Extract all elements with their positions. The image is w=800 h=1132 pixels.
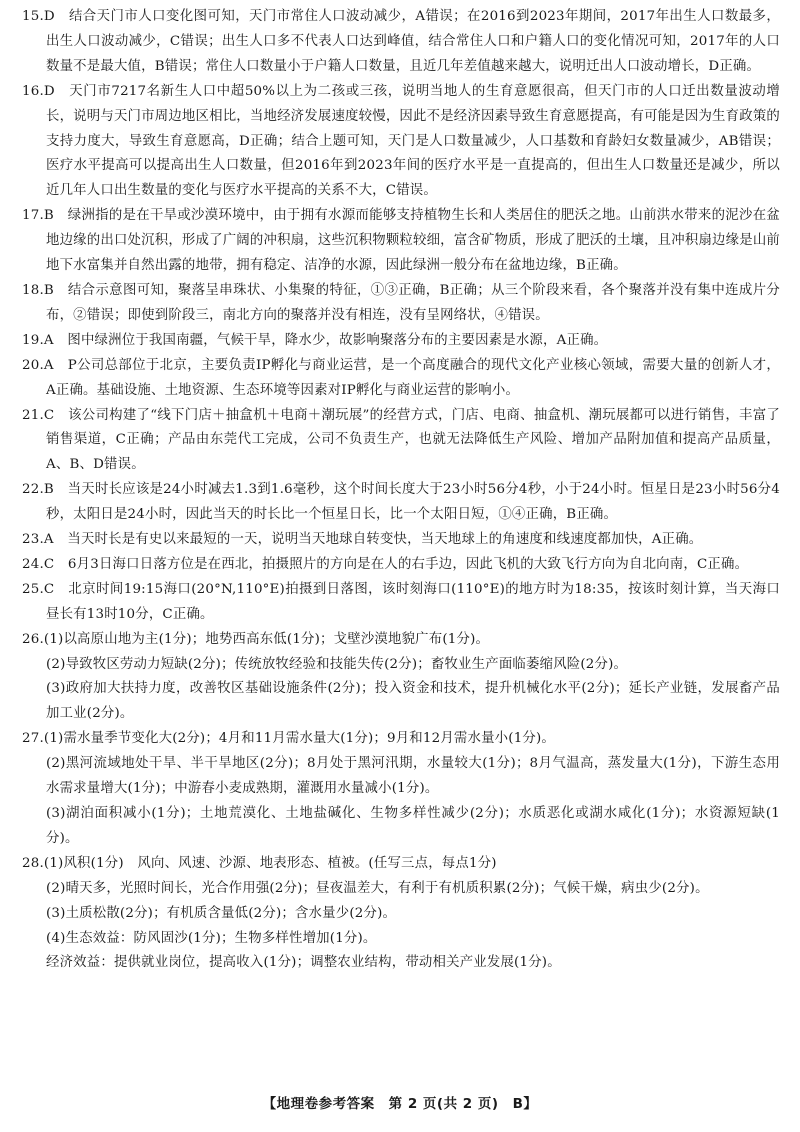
answer-item	[22, 279, 780, 329]
answer-text: 18.B 结合示意图可知，聚落呈串珠状、小集聚的特征，①③正确，B正确；从三个阶段来看，各个聚落并没有集中连成片分布，②错误；即使到阶段三，南北方向的聚落并没有相连，没有呈网络状，④错误。	[22, 282, 780, 323]
answer-item	[22, 404, 780, 479]
answer-subpart: (3)政府加大扶持力度，改善牧区基础设施条件(2分)；投入资金和技术，提升机械化水平(2分)；延长产业链，发展畜产品加工业(2分)。	[46, 681, 780, 722]
answer-text: 15.D 结合天门市人口变化图可知，天门市常住人口波动减少，A错误；在2016到2023年期间，2017年出生人口数最多，出生人口波动减少，C错误；出生人口多不代表人口达到峰值，结合常住人口和户籍人口的变化情况可知，2017年的人口数量不是最大值，B错误；常住人口数量小于户籍人口数量，且近几年差值越来越大，说明迁出人口波动增长，D正确。	[22, 9, 780, 74]
answer-text: 24.C 6月3日海口日落方位是在西北，拍摄照片的方向是在人的右手边，因此飞机的大致飞行方向为自北向南，C正确。	[22, 556, 749, 572]
answer-item	[22, 80, 780, 205]
answer-text: 17.B 绿洲指的是在干旱或沙漠环境中，由于拥有水源而能够支持植物生长和人类居住的肥沃之地。山前洪水带来的泥沙在盆地边缘的出口处沉积，形成了广阔的冲积扇，这些沉积物颗粒较细，富含矿物质，形成了肥沃的土壤，且冲积扇边缘是山前地下水富集并自然出露的地带，拥有稳定、洁净的水源，因此绿洲一般分布在盆地边缘，B正确。	[22, 208, 780, 274]
page-footer: 【地理卷参考答案 第 2 页(共 2 页) B】	[262, 1096, 538, 1112]
answer-text: 27.(1)需水量季节变化大(2分)；4月和11月需水量大(1分)；9月和12月需水量小(1分)。	[22, 731, 556, 747]
answer-item	[22, 727, 780, 852]
answer-item	[22, 329, 780, 354]
answer-item	[22, 354, 780, 404]
answer-subpart: (2)导致牧区劳动力短缺(2分)；传统放牧经验和技能失传(2分)；畜牧业生产面临萎缩风险(2分)。	[46, 656, 628, 672]
answer-text: 21.C 该公司构建了“线下门店＋抽盒机＋电商＋潮玩展”的经营方式，门店、电商、抽盒机、潮玩展都可以进行销售，丰富了销售渠道，C正确；产品由东莞代工完成，公司不负责生产，也就无法降低生产风险、增加产品附加值和提高产品质量，A、B、D错误。	[22, 407, 780, 473]
answer-text: 28.(1)风积(1分) 风向、风速、沙源、地表形态、植被。(任写三点，每点1分)	[22, 855, 497, 871]
answer-item	[22, 478, 780, 528]
answer-text: 22.B 当天时长应该是24小时减去1.3到1.6毫秒，这个时间长度大于23小时56分4秒，小于24小时。恒星日是23小时56分4秒，太阳日是24小时，因此当天的时长比一个恒星日长，比一个太阳日短，①④正确，B正确。	[22, 482, 780, 523]
answer-text: 20.A P公司总部位于北京，主要负责IP孵化与商业运营，是一个高度融合的现代文化产业核心领域，需要大量的创新人才，A正确。基础设施、土地资源、生态环境等因素对IP孵化与商业运营的影响小。	[22, 357, 780, 398]
answer-subpart: (2)晴天多，光照时间长，光合作用强(2分)；昼夜温差大，有利于有机质积累(2分)；气候干燥，病虫少(2分)。	[46, 880, 709, 896]
answer-key-page	[22, 5, 780, 976]
answer-item	[22, 204, 780, 279]
answer-item	[22, 553, 780, 578]
answer-item	[22, 852, 780, 977]
answer-text: 23.A 当天时长是有史以来最短的一天，说明当天地球自转变快，当天地球上的角速度和线速度都加快，A正确。	[22, 532, 703, 548]
answer-text: 25.C 北京时间19:15海口(20°N,110°E)拍摄到日落图，该时刻海口(110°E)的地方时为18:35，按该时刻计算，当天海口昼长有13时10分，C正确。	[22, 581, 780, 622]
answer-subpart: (4)生态效益：防风固沙(1分)；生物多样性增加(1分)。	[46, 930, 377, 946]
answer-subpart: (3)土质松散(2分)；有机质含量低(2分)；含水量少(2分)。	[46, 905, 397, 921]
answer-subpart: 经济效益：提供就业岗位，提高收入(1分)；调整农业结构，带动相关产业发展(1分)。	[46, 955, 561, 971]
answer-list	[22, 5, 780, 976]
answer-item	[22, 628, 780, 728]
answer-subpart: (2)黑河流域地处干旱、半干旱地区(2分)；8月处于黑河汛期，水量较大(1分)；8月气温高，蒸发量大(1分)，下游生态用水需求量增大(1分)；中游春小麦成熟期，灌溉用水量减小(1分)。	[46, 756, 780, 797]
answer-text: 26.(1)以高原山地为主(1分)；地势西高东低(1分)；戈壁沙漠地貌广布(1分)。	[22, 631, 490, 647]
answer-item	[22, 5, 780, 80]
answer-subpart: (3)湖泊面积减小(1分)；土地荒漠化、土地盐碱化、生物多样性减少(2分)；水质恶化或湖水咸化(1分)；水资源短缺(1分)。	[46, 806, 780, 846]
answer-text: 16.D 天门市7217名新生人口中超50%以上为二孩或三孩，说明当地人的生育意愿很高，但天门市的人口迁出数量波动增长，说明与天门市周边地区相比，当地经济发展速度较慢，因此不是经济因素导致生育意愿提高，有可能是因为生育政策的支持力度大，导致生育意愿高，D正确；结合上题可知，天门是人口数量减少，人口基数和育龄妇女数量减少，AB错误；医疗水平提高可以提高出生人口数量，但2016年到2023年间的医疗水平是一直提高的，但出生人口数量还是减少，所以近几年人口出生数量的变化与医疗水平提高的关系不大，C错误。	[22, 83, 780, 199]
answer-item	[22, 528, 780, 553]
answer-item	[22, 578, 780, 628]
answer-text: 19.A 图中绿洲位于我国南疆，气候干旱，降水少，故影响聚落分布的主要因素是水源，A正确。	[22, 332, 608, 348]
